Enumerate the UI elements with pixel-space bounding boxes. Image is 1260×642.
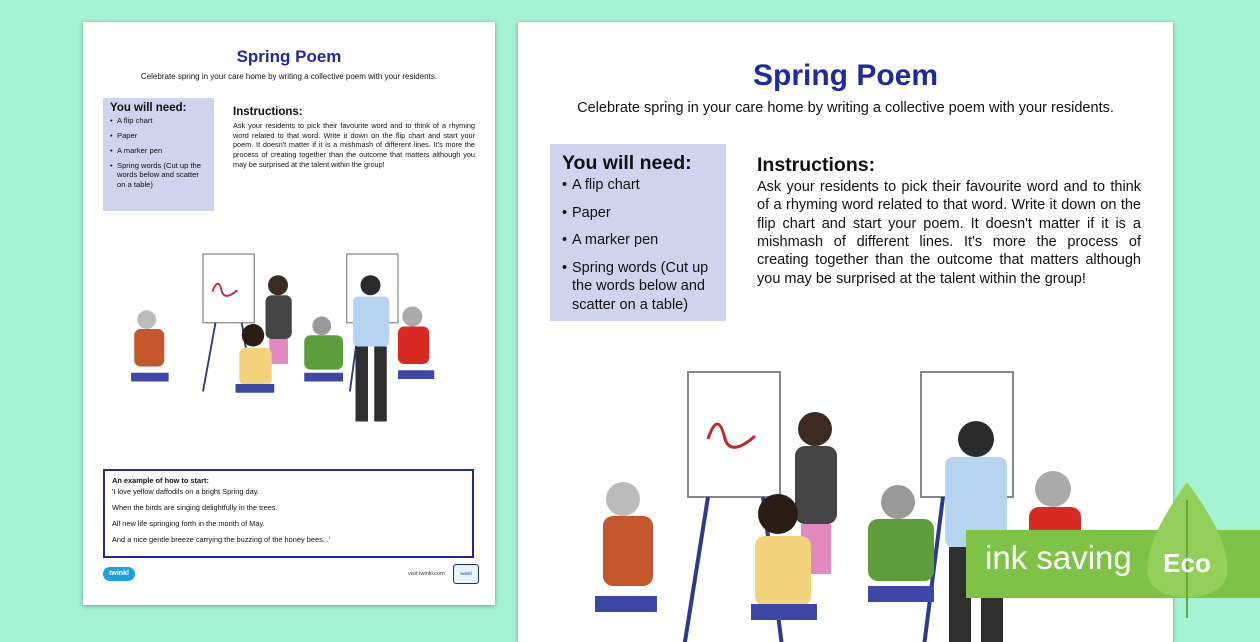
flip-chart-illustration bbox=[128, 234, 453, 449]
need-item: • Paper bbox=[110, 131, 207, 141]
you-will-need-heading: You will need: bbox=[562, 152, 692, 174]
worksheet-preview-small bbox=[83, 22, 495, 605]
you-will-need-heading: You will need: bbox=[110, 102, 187, 114]
footer-url: visit twinkl.com bbox=[408, 571, 445, 577]
instructions-block bbox=[233, 105, 475, 169]
example-line: 'I love yellow daffodils on a bright Spring day. bbox=[112, 487, 259, 496]
example-box bbox=[103, 469, 474, 558]
example-line: When the birds are singing delightfully in the trees. bbox=[112, 503, 278, 512]
instructions-block bbox=[757, 153, 1141, 288]
example-line: All new life springing forth in the month of May. bbox=[112, 519, 265, 528]
flip-chart-illustration bbox=[583, 364, 1103, 642]
page-subtitle: Celebrate spring in your care home by writing a collective poem with your residents. bbox=[140, 72, 438, 81]
twinkl-badge-icon: twinkl bbox=[453, 564, 479, 584]
need-item: • Spring words (Cut up the words below and scatter on a table) bbox=[110, 161, 207, 191]
you-will-need-box bbox=[550, 144, 726, 321]
page-title: Spring Poem bbox=[236, 47, 342, 66]
instructions-body: Ask your residents to pick their favourite word and to think of a rhyming word related to that word. Write it down on the flip chart and start your poem. It doesn't matter if it is a mishmash of different lines. It's more the process of creating together than the outcome that matters although you may be surprised at the talent within the group! bbox=[757, 178, 1141, 287]
need-item: • A flip chart bbox=[562, 176, 714, 195]
example-heading: An example of how to start: bbox=[112, 476, 209, 485]
twinkl-logo: twinkl bbox=[103, 567, 135, 581]
eco-leaf-icon bbox=[1140, 480, 1235, 620]
need-item: • Spring words (Cut up the words below and scatter on a table) bbox=[562, 259, 714, 315]
you-will-need-box bbox=[103, 98, 214, 211]
need-item: • Paper bbox=[562, 204, 714, 223]
example-line: And a nice gentle breeze carrying the buzzing of the honey bees...' bbox=[112, 535, 331, 544]
person-teacher bbox=[353, 275, 389, 421]
instructions-heading: Instructions: bbox=[233, 106, 303, 118]
need-item: • A flip chart bbox=[110, 116, 207, 126]
instructions-body: Ask your residents to pick their favourite word and to think of a rhyming word related to that word. Write it down on the flip chart and start your poem. It doesn't matter if it is a mishmash of different lines. It's more the process of creating together than the outcome that matters although you may be surprised at the talent within the group! bbox=[233, 121, 475, 169]
page-subtitle: Celebrate spring in your care home by writing a collective poem with your residents. bbox=[577, 100, 1114, 116]
instructions-heading: Instructions: bbox=[757, 154, 876, 176]
need-item: • A marker pen bbox=[562, 231, 714, 250]
ink-saving-label: ink saving bbox=[985, 539, 1132, 576]
eco-badge-text: Eco bbox=[1163, 548, 1211, 578]
need-item: • A marker pen bbox=[110, 146, 207, 156]
page-title: Spring Poem bbox=[752, 59, 939, 92]
